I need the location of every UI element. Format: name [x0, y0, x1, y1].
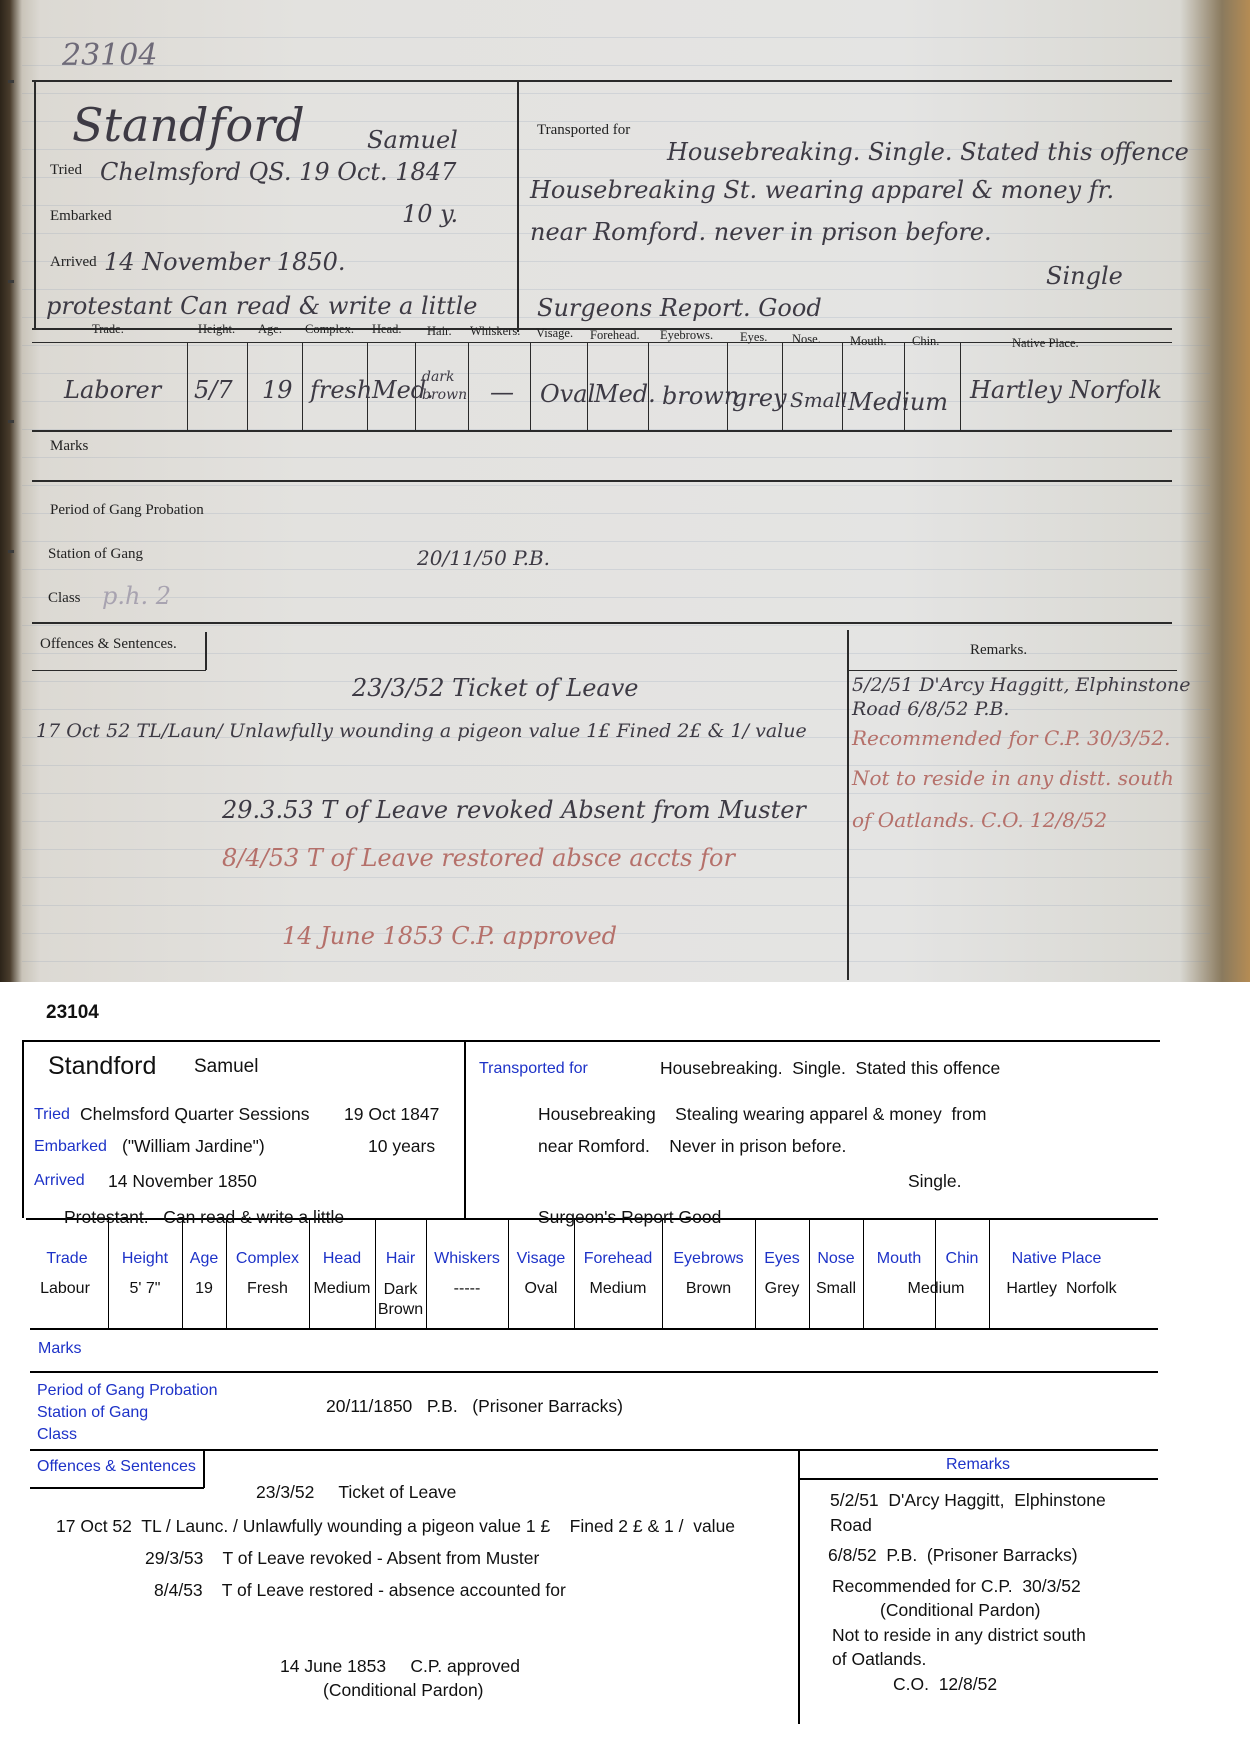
tx-offence-2: 17 Oct 52 TL / Launc. / Unlawfully wounding a pigeon value 1 £ Fined 2 £ & 1 / value [56, 1516, 736, 1536]
ledger-eyebrows-value: brown [662, 382, 740, 410]
ledger-col-complex: Complex. [305, 322, 354, 336]
ledger-col-forehead: Forehead. [590, 328, 640, 342]
tx-col-trade: Trade [46, 1250, 88, 1267]
tx-val-visage: Oval [524, 1280, 558, 1297]
ledger-col-mouth: Mouth. [850, 334, 887, 348]
ledger-offence-4: 8/4/53 T of Leave restored absce accts for [222, 844, 735, 872]
ledger-col-whiskers: Whiskers. [470, 324, 521, 338]
tx-col-complex: Complex [235, 1250, 300, 1267]
tx-offence-5: 14 June 1853 C.P. approved [280, 1656, 520, 1676]
tx-col-eyes: Eyes [764, 1250, 800, 1267]
tx-val-eyebrows: Brown [685, 1280, 732, 1297]
tx-arrived-value: 14 November 1850 [108, 1171, 257, 1191]
tx-col-hair: Hair [385, 1250, 416, 1267]
ledger-period-label: Period of Gang Probation [50, 502, 204, 518]
ledger-col-visage: Visage. [536, 326, 574, 340]
tx-station-value: 20/11/1850 P.B. (Prisoner Barracks) [326, 1396, 623, 1416]
ledger-col-native: Native Place. [1012, 336, 1079, 350]
tx-arrived-label: Arrived [34, 1172, 85, 1189]
ledger-transported-2: Housebreaking St. wearing apparel & money fr. [530, 176, 1115, 204]
ledger-col-head: Head. [372, 322, 402, 336]
ledger-complex-value: fresh [310, 376, 373, 404]
tx-tried-label: Tried [34, 1106, 70, 1123]
ledger-visage-value: Oval [540, 380, 596, 408]
tx-col-mouth: Mouth [876, 1250, 922, 1267]
ledger-remarks-label: Remarks. [970, 642, 1028, 658]
ledger-col-trade: Trade. [92, 322, 124, 336]
ledger-surname: Standford [72, 98, 305, 152]
tx-val-trade: Labour [40, 1280, 90, 1297]
tx-col-head: Head [322, 1250, 362, 1267]
ledger-page [22, 10, 1210, 982]
tx-val-age: 19 [195, 1280, 213, 1297]
ledger-class-label: Class [48, 590, 81, 606]
ledger-height-value: 5/7 [194, 376, 233, 404]
tx-remark-4: Recommended for C.P. 30/3/52 [832, 1576, 1081, 1596]
ledger-arrived-value: 14 November 1850. [104, 248, 346, 276]
tx-remark-1: 5/2/51 D'Arcy Haggitt, Elphinstone [830, 1490, 1106, 1510]
ledger-forehead-value: Med. [594, 380, 656, 408]
tx-register-number: 23104 [46, 1002, 99, 1023]
ledger-given-name: Samuel [367, 126, 458, 154]
tx-remark-6: Not to reside in any district south [832, 1625, 1086, 1645]
transcription [0, 982, 1250, 1761]
ledger-station-label: Station of Gang [48, 546, 143, 562]
ledger-register-number: 23104 [62, 38, 158, 73]
tx-sentence: 10 years [368, 1136, 436, 1156]
tx-val-complex: Fresh [247, 1280, 288, 1297]
ledger-station-value: 20/11/50 P.B. [417, 546, 550, 570]
ledger-tried-label: Tried [50, 162, 82, 178]
tx-val-head: Medium [313, 1280, 371, 1297]
tx-transported-2: Housebreaking Stealing wearing apparel & money from [538, 1104, 987, 1124]
tx-col-height: Height [121, 1250, 169, 1267]
ledger-tried-value: Chelmsford QS. 19 Oct. 1847 [100, 158, 457, 186]
ledger-offences-label: Offences & Sentences. [40, 636, 177, 652]
tx-remark-7: of Oatlands. [832, 1649, 927, 1669]
tx-tried-value: Chelmsford Quarter Sessions [80, 1104, 310, 1124]
ledger-offence-5: 14 June 1853 C.P. approved [282, 922, 618, 950]
ledger-arrived-label: Arrived [50, 254, 97, 270]
tx-station-label: Station of Gang [37, 1404, 149, 1421]
tx-given-name: Samuel [194, 1056, 259, 1077]
tx-col-visage: Visage [516, 1250, 566, 1267]
tx-marks-label: Marks [38, 1340, 82, 1357]
ledger-surgeon: Surgeons Report. Good [537, 294, 822, 322]
ledger-offence-1: 23/3/52 Ticket of Leave [352, 674, 639, 702]
ledger-remark-4: Not to reside in any distt. south [852, 766, 1174, 790]
tx-col-age: Age [189, 1250, 219, 1267]
tx-col-eyebrows: Eyebrows [673, 1250, 744, 1267]
ledger-col-hair: Hair. [427, 324, 452, 338]
ledger-age-value: 19 [262, 376, 293, 404]
tx-transported-label: Transported for [479, 1060, 588, 1077]
tx-val-whiskers: ----- [453, 1280, 481, 1297]
tx-ship: ("William Jardine") [122, 1136, 265, 1156]
tx-val-nose: Small [815, 1280, 856, 1297]
tx-offence-5-note: (Conditional Pardon) [323, 1680, 484, 1700]
tx-val-native: Hartley Norfolk [1006, 1280, 1117, 1297]
tx-offence-1: 23/3/52 Ticket of Leave [256, 1482, 457, 1502]
tx-col-forehead: Forehead [583, 1250, 653, 1267]
ledger-native-value: Hartley Norfolk [970, 376, 1162, 404]
tx-transported-1: Housebreaking. Single. Stated this offence [660, 1058, 1001, 1078]
tx-surname: Standford [48, 1052, 157, 1080]
ledger-head-value: Med. [372, 376, 434, 404]
tx-val-forehead: Medium [589, 1280, 647, 1297]
tx-val-hair: Dark Brown [377, 1281, 424, 1318]
ledger-embarked-label: Embarked [50, 208, 112, 224]
ledger-single: Single [1046, 262, 1123, 290]
tx-offence-3: 29/3/53 T of Leave revoked - Absent from Muster [145, 1548, 540, 1568]
tx-col-nose: Nose [817, 1250, 855, 1267]
tx-class-label: Class [37, 1426, 78, 1443]
ledger-remark-3: Recommended for C.P. 30/3/52. [852, 726, 1171, 750]
ledger-remark-1: 5/2/51 D'Arcy Haggitt, Elphinstone [852, 674, 1191, 696]
ledger-mouth-value: Medium [848, 388, 949, 416]
ledger-hair-value: dark brown [422, 369, 468, 403]
tx-offences-label: Offences & Sentences [37, 1458, 196, 1475]
tx-remarks-label: Remarks [946, 1456, 1011, 1473]
ledger-class-value: p.h. 2 [102, 582, 171, 610]
ledger-remark-2: Road 6/8/52 P.B. [852, 698, 1010, 720]
ledger-col-nose: Nose. [792, 332, 821, 346]
tx-val-eyes: Grey [764, 1280, 800, 1297]
tx-remark-8: C.O. 12/8/52 [893, 1674, 998, 1694]
ledger-col-eyebrows: Eyebrows. [660, 328, 714, 342]
ledger-sentence: 10 y. [402, 200, 459, 228]
ledger-col-chin: Chin. [912, 334, 940, 348]
ledger-transported-label: Transported for [537, 122, 631, 138]
tx-single: Single. [908, 1171, 962, 1191]
ledger-nose-value: Small [790, 388, 848, 412]
tx-tried-date: 19 Oct 1847 [344, 1104, 440, 1124]
ledger-whiskers-value: — [490, 378, 514, 406]
ledger-marks-label: Marks [50, 438, 89, 454]
ledger-col-age: Age. [258, 322, 282, 336]
tx-remark-5: (Conditional Pardon) [880, 1600, 1041, 1620]
ledger-offence-2: 17 Oct 52 TL/Laun/ Unlawfully wounding a pigeon value 1£ Fined 2£ & 1/ value [36, 720, 807, 742]
ledger-transported-1: Housebreaking. Single. Stated this offence [667, 138, 1189, 166]
tx-col-native: Native Place [1011, 1250, 1102, 1267]
tx-col-whiskers: Whiskers [434, 1250, 500, 1267]
tx-remark-3: 6/8/52 P.B. (Prisoner Barracks) [828, 1545, 1078, 1565]
tx-val-mouth: Medium [907, 1280, 965, 1297]
tx-col-chin: Chin [945, 1250, 979, 1267]
ledger-col-eyes: Eyes. [740, 330, 768, 344]
ledger-transported-3: near Romford. never in prison before. [530, 218, 992, 246]
ledger-trade-value: Laborer [64, 376, 162, 404]
ledger-offence-3: 29.3.53 T of Leave revoked Absent from Muster [222, 796, 806, 824]
tx-embarked-label: Embarked [34, 1138, 107, 1155]
tx-surgeon: Surgeon's Report Good [538, 1207, 722, 1227]
ledger-col-height: Height. [198, 322, 236, 336]
tx-religion: Protestant. Can read & write a little [64, 1207, 345, 1227]
tx-offence-4: 8/4/53 T of Leave restored - absence accounted for [154, 1580, 566, 1600]
tx-transported-3: near Romford. Never in prison before. [538, 1136, 847, 1156]
tx-val-height: 5' 7" [129, 1280, 161, 1297]
tx-period-label: Period of Gang Probation [37, 1382, 218, 1399]
ledger-remark-5: of Oatlands. C.O. 12/8/52 [852, 808, 1108, 832]
ledger-religion: protestant Can read & write a little [46, 292, 478, 320]
ledger-eyes-value: grey [732, 384, 787, 412]
tx-remark-2: Road [830, 1515, 872, 1535]
